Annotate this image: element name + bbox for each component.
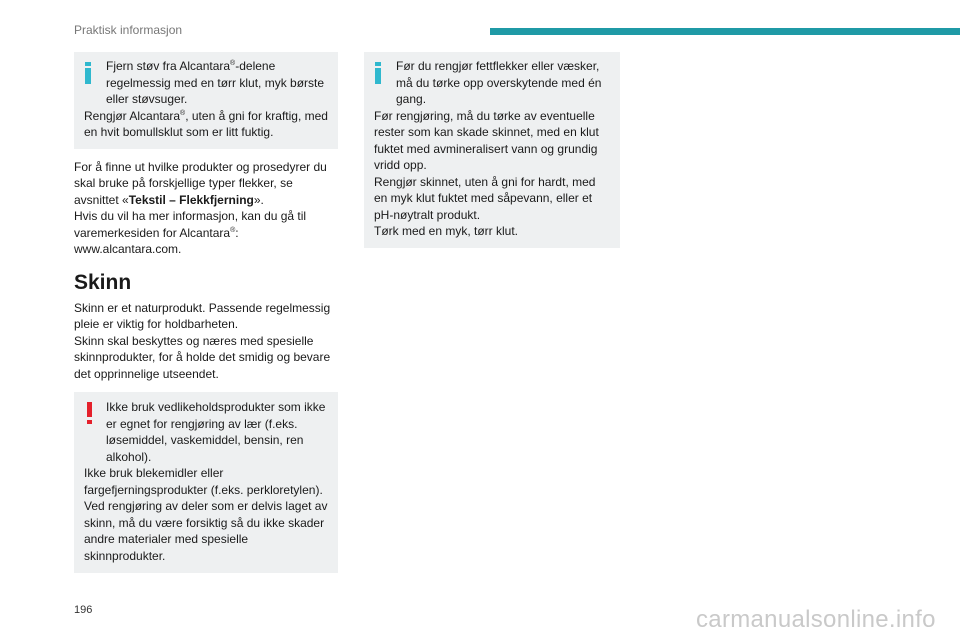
warning-line2: Ikke bruk blekemidler eller fargefjerningsprodukter (f.eks. perkloretylen). [84, 466, 323, 497]
info-icon [374, 62, 382, 84]
skinn-paragraph: Skinn er et naturprodukt. Passende regelmessig pleie er viktig for holdbarheten. Skinn skal beskyttes og næres med spesielle skinnprodukter, for å holde det smidig og bevare det opprinnelige utseendet. [74, 300, 331, 381]
warning-line3: Ved rengjøring av deler som er delvis laget av skinn, må du være forsiktig så du ikke skader andre materialer med spesielle skinnprodukter. [84, 499, 328, 563]
page-number: 196 [74, 604, 93, 616]
alcantara-note-line2: Rengjør Alcantara®, uten å gni for kraftig, med en hvit bomullsklut som er litt fuktig. [84, 108, 328, 139]
leather-warning-note [74, 392, 338, 573]
alcantara-note-line1: Fjern støv fra Alcantara®-delene regelmessig med en tørr klut, myk børste eller støvsuger. [106, 59, 325, 106]
stain-removal-reference: Tekstil – Flekkfjerning [128, 192, 254, 207]
left-column [74, 52, 338, 573]
leather-note-line4: Tørk med en myk, tørr klut. [374, 224, 519, 238]
section-heading-skinn: Skinn [74, 270, 132, 294]
leather-note-line2: Før rengjøring, må du tørke av eventuelle rester som kan skade skinnet, med en klut fuktet med avmineralisert vann og grundig vridd opp. [374, 108, 599, 172]
info-icon [84, 62, 92, 84]
leather-note-line3: Rengjør skinnet, uten å gni for hardt, med en myk klut fuktet med såpevann, eller et pH-nøytralt produkt. [374, 174, 596, 222]
stain-removal-paragraph: For å finne ut hvilke produkter og prosedyrer du skal bruke på forskjellige typer flekker, se avsnittet «Tekstil – Flekkfjerning». Hvis du vil ha mer informasjon, kan du gå til varemerkesiden for Alcantara®: www.alcantara.com. [74, 159, 327, 256]
watermark: carmanualsonline.info [696, 606, 936, 633]
warning-line1: Ikke bruk vedlikeholdsprodukter som ikke er egnet for rengjøring av lær (f.eks. løsemiddel, vaskemiddel, bensin, ren alkohol). [106, 400, 326, 464]
alcantara-info-note [74, 52, 338, 149]
page-section-title: Praktisk informasjon [74, 23, 183, 37]
exclamation-icon [87, 402, 93, 424]
leather-cleaning-info-note [364, 52, 620, 248]
header-accent-bar [490, 28, 960, 35]
leather-note-line1: Før du rengjør fettflekker eller væsker, må du tørke opp overskytende med én gang. [396, 59, 602, 106]
middle-column [364, 52, 620, 248]
